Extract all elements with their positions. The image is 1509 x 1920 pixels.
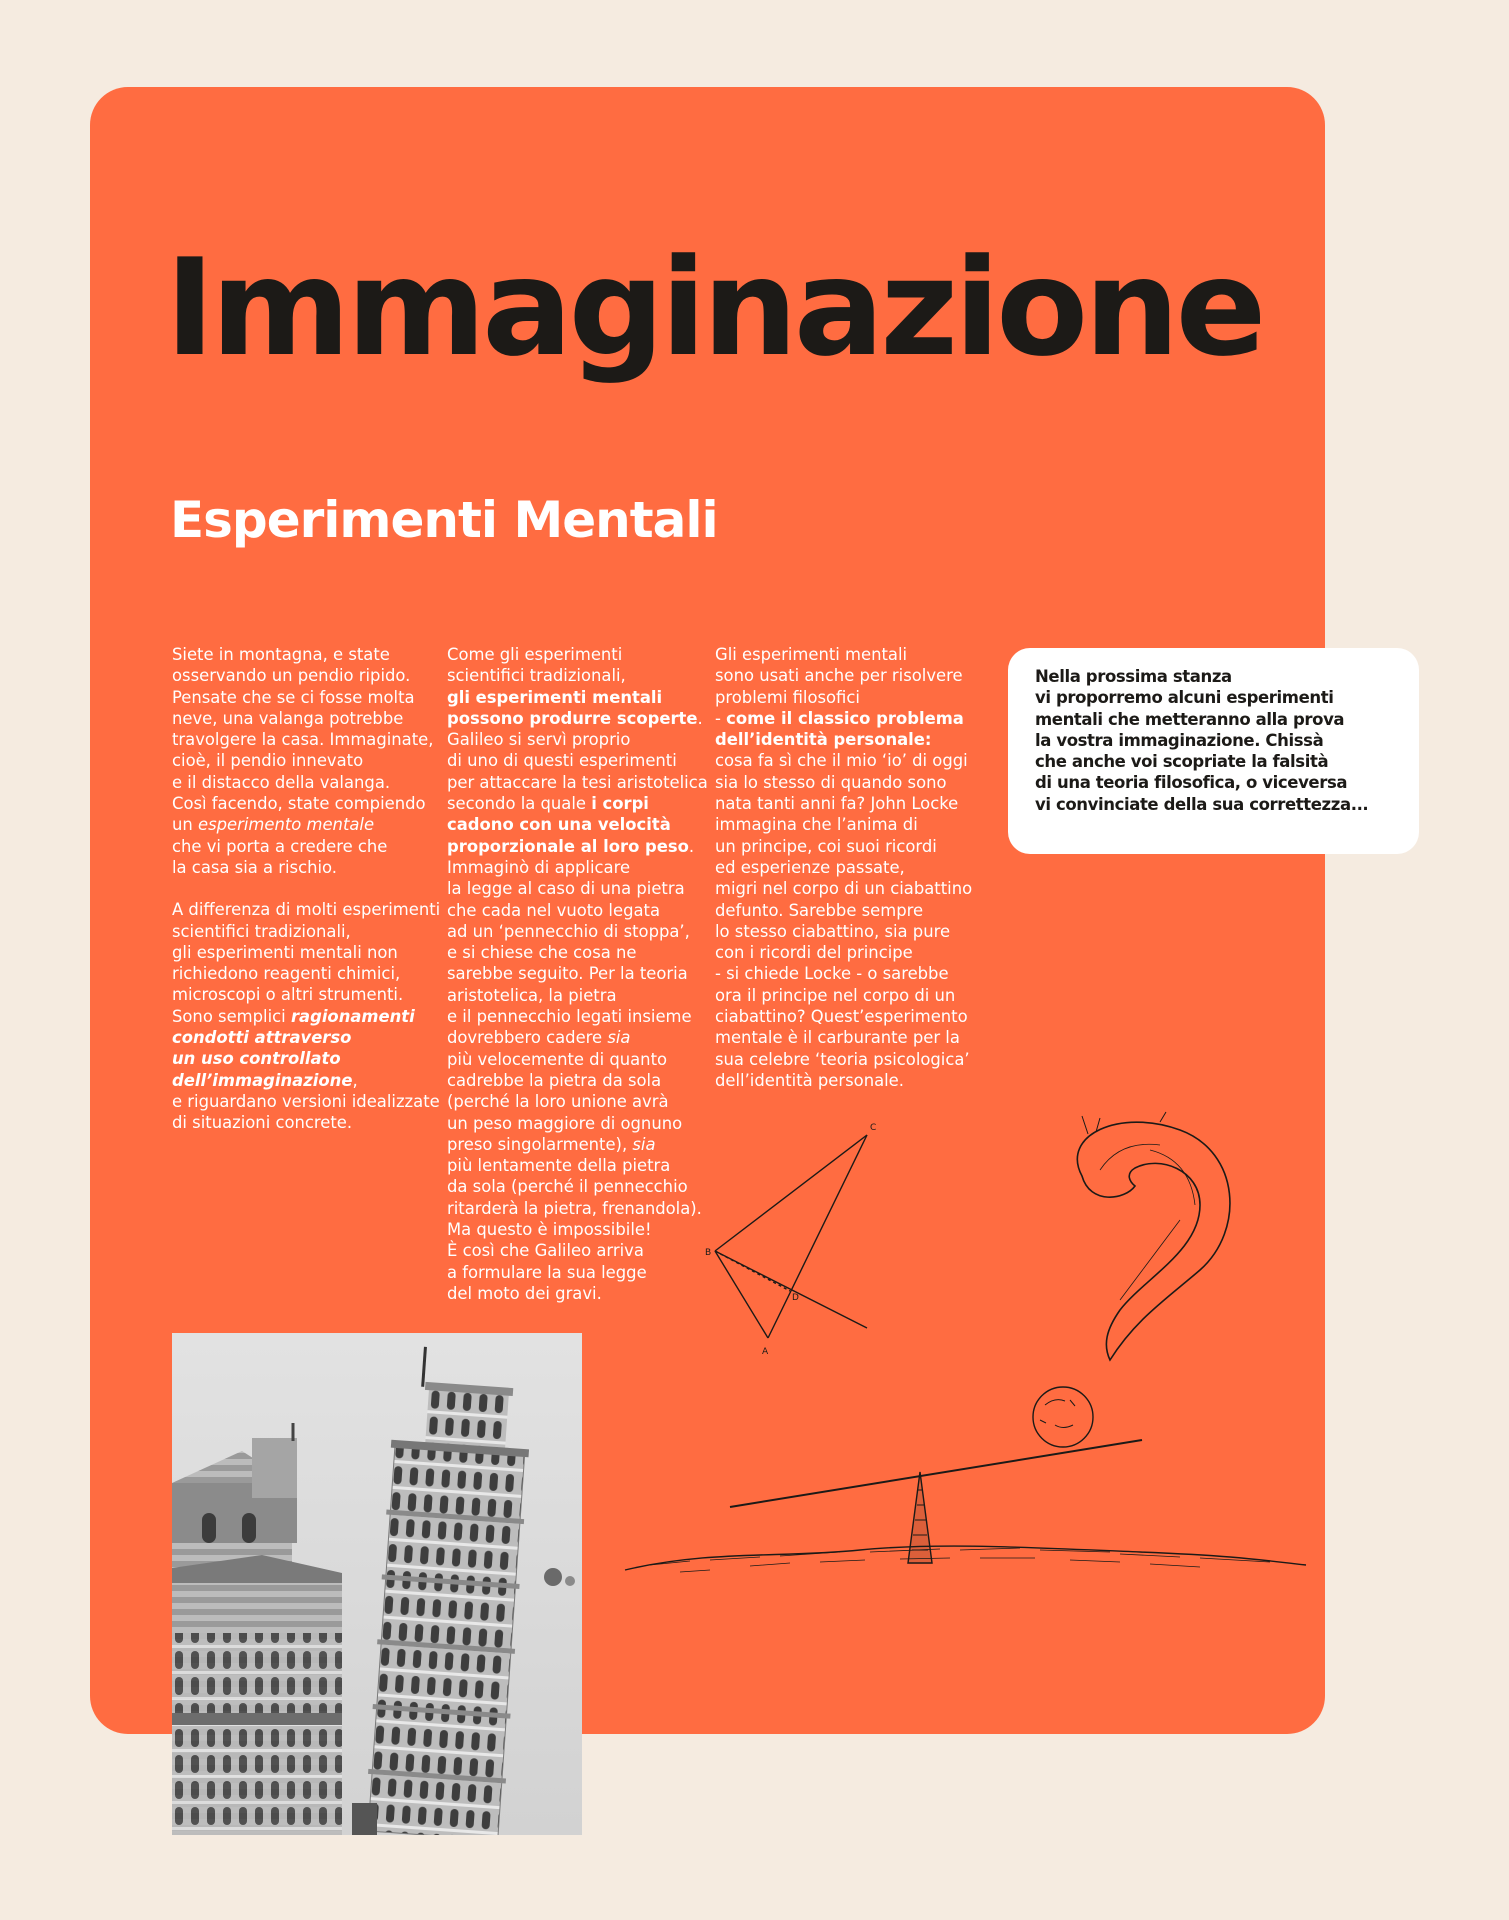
text-line: più velocemente di quanto (447, 1049, 668, 1069)
text-line: (perché la loro unione avrà (447, 1092, 669, 1112)
falling-ball-large (544, 1568, 562, 1586)
emphasis: un uso controllato (172, 1049, 341, 1069)
callout-line: mentali che metteranno alla prova (1035, 709, 1345, 729)
text-line: Così facendo, state compiendo (172, 794, 426, 814)
text-line: microscopi o altri strumenti. (172, 985, 404, 1005)
text-line: nata tanti anni fa? John Locke (715, 794, 959, 814)
text-line: cadrebbe la pietra da sola (447, 1070, 662, 1090)
emphasis: dell’immaginazione (172, 1070, 353, 1090)
label-c: C (870, 1123, 877, 1133)
emphasis: dell’identità personale: (715, 730, 932, 750)
text-line: problemi filosofici (715, 687, 860, 707)
text-line: neve, una valanga potrebbe (172, 708, 404, 728)
text-run: dovrebbero cadere (447, 1028, 608, 1048)
text-line: Ma questo è impossibile! (447, 1220, 652, 1240)
text-line: travolgere la casa. Immaginate, (172, 730, 434, 750)
emphasis: sia (607, 1028, 631, 1048)
tower-photo-drawing (172, 1333, 582, 1835)
emphasis: i corpi (591, 794, 649, 814)
text-line: ora il principe nel corpo di un (715, 985, 956, 1005)
text-line: osservando un pendio ripido. (172, 666, 411, 686)
text-line (447, 793, 708, 814)
text-line: più lentamente della pietra (447, 1156, 671, 1176)
text-line: a formulare la sua legge (447, 1262, 647, 1282)
text-line: e il distacco della valanga. (172, 772, 391, 792)
label-b: B (705, 1248, 712, 1258)
text-line: e riguardano versioni idealizzate (172, 1091, 440, 1111)
text-line (715, 708, 972, 729)
text-line: ad un ‘pennecchio di stoppa’, (447, 921, 690, 941)
text-line: - si chiede Locke - o sarebbe (715, 964, 949, 984)
text-column-3 (715, 644, 972, 1091)
text-line: un peso maggiore di ognuno (447, 1113, 683, 1133)
label-a: A (762, 1347, 769, 1357)
emphasis: condotti attraverso (172, 1028, 352, 1048)
text-line: sia lo stesso di quando sono (715, 772, 947, 792)
text-line: Galileo si servì proprio (447, 730, 631, 750)
text-line (447, 687, 708, 708)
text-run: un (172, 815, 198, 835)
tree (352, 1803, 377, 1835)
ball (1033, 1387, 1093, 1447)
ball-detail (1040, 1400, 1075, 1428)
text-line: Pensate che se ci fosse molta (172, 687, 415, 707)
label-d: D (792, 1293, 799, 1303)
text-line: cioè, il pendio innevato (172, 751, 364, 771)
triangle-side-ca (768, 1135, 867, 1338)
emphasis: possono produrre scoperte (447, 708, 698, 728)
text-line: ed esperienze passate, (715, 857, 905, 877)
text-line (447, 814, 708, 835)
text-line: richiedono reagenti chimici, (172, 964, 401, 984)
emphasis: gli esperimenti mentali (447, 687, 663, 707)
callout-line: vi convinciate della sua correttezza... (1035, 794, 1369, 814)
text-line: defunto. Sarebbe sempre (715, 900, 924, 920)
text-line: ciabattino? Quest’esperimento (715, 1007, 968, 1027)
text-run: . (697, 708, 703, 728)
emphasis: proporzionale al loro peso (447, 836, 689, 856)
text-line: che vi porta a credere che (172, 836, 388, 856)
text-line: la casa sia a rischio. (172, 857, 337, 877)
text-line: lo stesso ciabattino, sia pure (715, 921, 951, 941)
text-line (447, 708, 708, 729)
text-line: la legge al caso di una pietra (447, 879, 685, 899)
text-line: mentale è il carburante per la (715, 1028, 960, 1048)
text-line: Immaginò di applicare (447, 857, 631, 877)
text-line: di uno di questi esperimenti (447, 751, 677, 771)
text-line: sono usati anche per risolvere (715, 666, 963, 686)
text-line: da sola (perché il pennecchio (447, 1177, 688, 1197)
text-line (172, 1027, 440, 1048)
text-line: scientifici tradizionali, (447, 666, 626, 686)
text-line (172, 1006, 440, 1027)
text-line: per attaccare la tesi aristotelica (447, 772, 708, 792)
text-line (715, 729, 972, 750)
emphasis: sia (632, 1134, 656, 1154)
balance-illustration (620, 1110, 1310, 1580)
text-line: sua celebre ‘teoria psicologica’ (715, 1049, 970, 1069)
callout-line: Nella prossima stanza (1035, 667, 1232, 686)
ground-hatching (650, 1548, 1270, 1565)
callout-box (1008, 648, 1419, 854)
text-line: ritarderà la pietra, frenandola). (447, 1198, 702, 1218)
text-run: - (715, 708, 727, 728)
text-column-1 (172, 644, 440, 1134)
text-line: aristotelica, la pietra (447, 985, 617, 1005)
text-run: preso singolarmente), (447, 1134, 633, 1154)
text-line: gli esperimenti mentali non (172, 942, 398, 962)
emphasis: esperimento mentale (198, 815, 375, 835)
text-line: con i ricordi del principe (715, 943, 913, 963)
callout-line: di una teoria filosofica, o viceversa (1035, 773, 1348, 793)
text-line: scientifici tradizionali, (172, 921, 351, 941)
text-line (447, 836, 708, 857)
text-line: Come gli esperimenti (447, 645, 623, 664)
text-run: Sono semplici (172, 1006, 291, 1026)
text-line: migri nel corpo di un ciabattino (715, 879, 973, 899)
callout-line: che anche voi scopriate la falsità (1035, 752, 1329, 772)
leaning-tower-photo (172, 1333, 582, 1835)
text-line: di situazioni concrete. (172, 1113, 353, 1133)
text-line: immagina che l’anima di (715, 815, 918, 835)
fulcrum-fill (908, 1472, 932, 1563)
emphasis: come il classico problema (726, 708, 964, 728)
emphasis: cadono con una velocità (447, 815, 671, 835)
falling-ball-small (565, 1576, 575, 1586)
ground-hatching-2 (680, 1558, 1200, 1572)
question-mark-shading (1100, 1144, 1195, 1300)
callout-line: la vostra immaginazione. Chissà (1035, 730, 1324, 750)
text-line: e si chiese che cosa ne (447, 943, 637, 963)
text-line: È così che Galileo arriva (447, 1241, 644, 1261)
text-line: del moto dei gravi. (447, 1283, 602, 1303)
text-line: sarebbe seguito. Per la teoria (447, 964, 688, 984)
page-title: Immaginazione (165, 230, 1263, 386)
text-line: A differenza di molti esperimenti (172, 900, 441, 920)
paragraph-gap (172, 878, 440, 899)
text-line (447, 1027, 708, 1048)
callout-line: vi proporremo alcuni esperimenti (1035, 688, 1334, 708)
text-line: cosa fa sì che il mio ‘io’ di oggi (715, 751, 968, 771)
text-line (172, 1070, 440, 1091)
text-line: che cada nel vuoto legata (447, 900, 660, 920)
text-line (172, 814, 440, 835)
text-run: secondo la quale (447, 794, 592, 814)
text-line: e il pennecchio legati insieme (447, 1007, 692, 1027)
text-line: Gli esperimenti mentali (715, 645, 908, 664)
text-line: Siete in montagna, e state (172, 645, 390, 664)
text-run: . (688, 836, 695, 856)
question-mark (1077, 1122, 1230, 1360)
text-line: dell’identità personale. (715, 1070, 904, 1090)
triangle-height (715, 1251, 790, 1291)
text-line (172, 1048, 440, 1069)
text-line: un principe, coi suoi ricordi (715, 836, 937, 856)
emphasis: ragionamenti (290, 1006, 415, 1026)
page-subtitle: Esperimenti Mentali (170, 491, 718, 549)
balance-beam (730, 1440, 1142, 1507)
text-run: , (352, 1070, 358, 1090)
